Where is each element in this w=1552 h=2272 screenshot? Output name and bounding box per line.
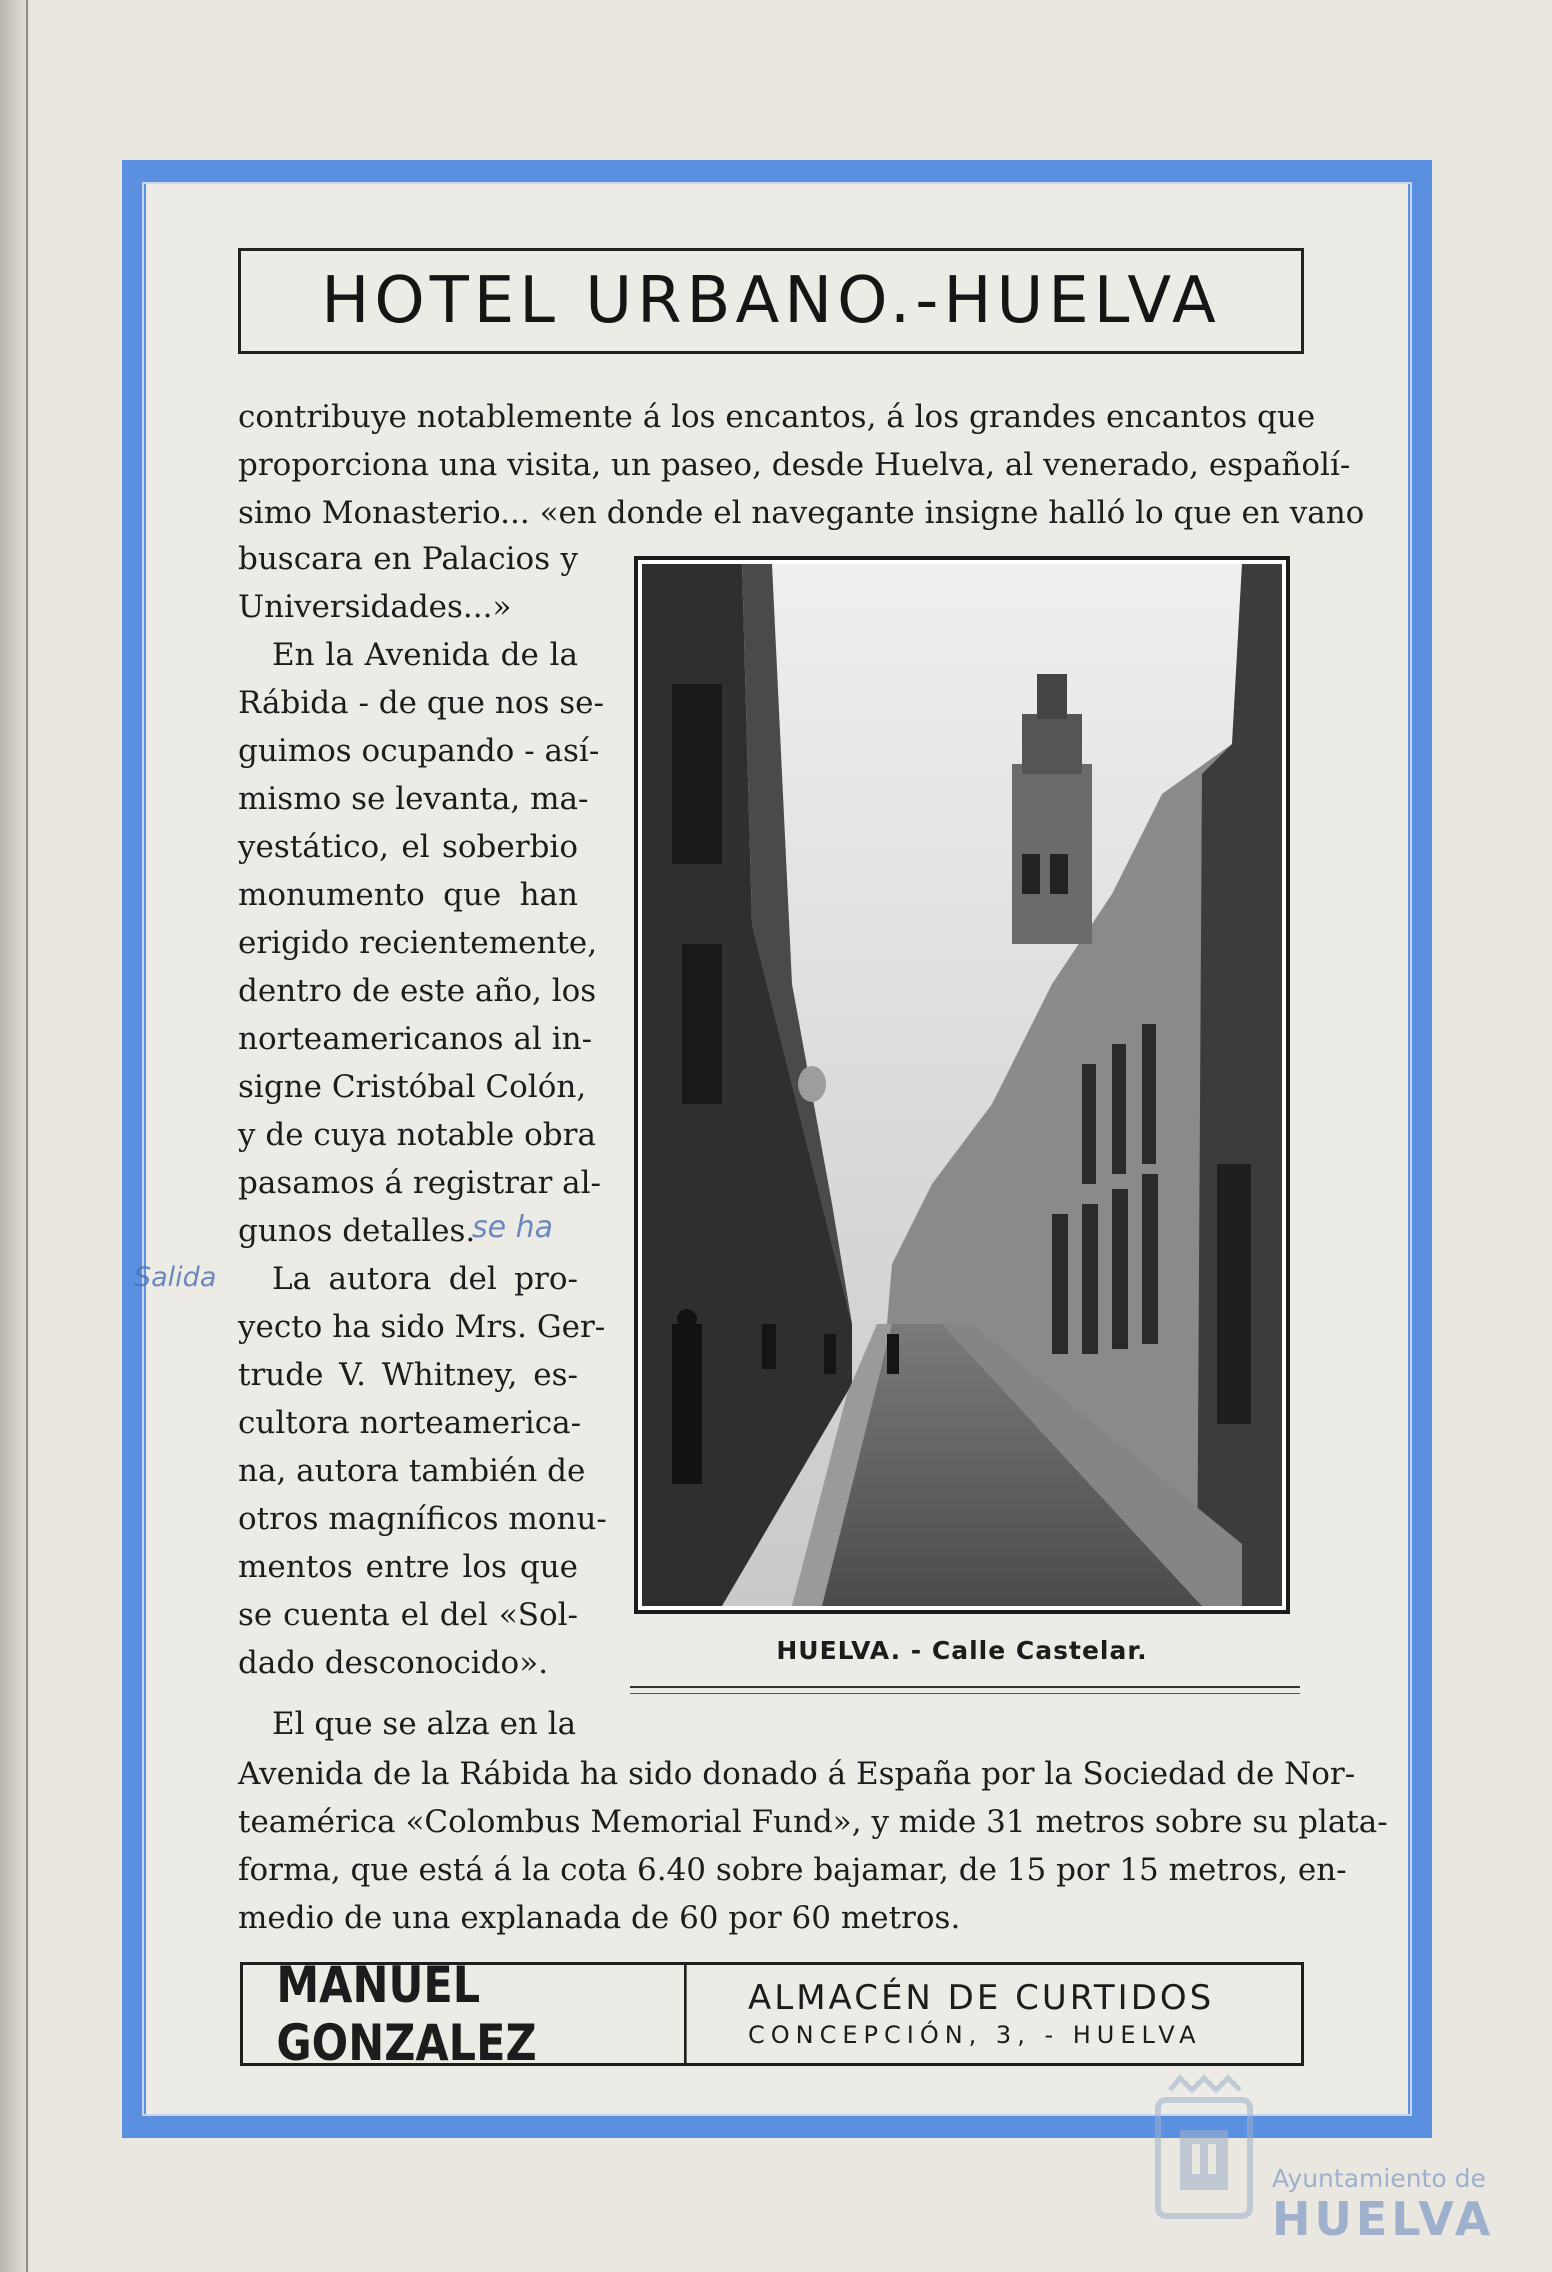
column-line: y de cuya notable obra [238,1117,596,1153]
column-line: Rábida - de que nos se- [238,685,604,721]
advert-merchant-name: MANUEL GONZALEZ [276,1965,686,2063]
column-line: mentos entre los que [238,1549,578,1585]
column-line: En la Avenida de la [272,637,578,673]
column-line: trude V. Whitney, es- [238,1357,578,1393]
advert-box [240,1956,1304,2072]
column-line: pasamos á registrar al- [238,1165,602,1201]
column-line: buscara en Palacios y [238,541,578,577]
article-line: contribuye notablemente á los encantos, á los grandes encantos que [238,399,1316,435]
article-line: simo Monasterio... «en donde el navegante insigne halló lo que en vano [238,495,1365,531]
caption-rule-thin [630,1693,1300,1694]
column-line: dado desconocido». [238,1645,549,1681]
watermark-title: HUELVA [1272,2192,1495,2246]
article-line: Avenida de la Rábida ha sido donado á España por la Sociedad de Nor- [238,1756,1356,1792]
handwritten-note: se ha [472,1210,554,1245]
column-line: norteamericanos al in- [238,1021,593,1057]
column-line: La autora del pro- [272,1261,578,1297]
column-line: gunos detalles. [238,1213,476,1249]
street-photograph [634,556,1290,1614]
column-line: yestático, el soberbio [238,829,578,865]
column-line: guimos ocupando - así- [238,733,600,769]
column-line: erigido recientemente, [238,925,598,961]
column-line: signe Cristóbal Colón, [238,1069,587,1105]
column-line: Universidades...» [238,589,512,625]
street-photo-image [642,564,1282,1606]
column-line: otros magníficos monu- [238,1501,607,1537]
column-line: monumento que han [238,877,578,913]
article-line: medio de una explanada de 60 por 60 metros. [238,1900,961,1936]
column-line: yecto ha sido Mrs. Ger- [238,1309,606,1345]
photo-caption: HUELVA. - Calle Castelar. [776,1636,1148,1665]
article-line: teamérica «Colombus Memorial Fund», y mide 31 metros sobre su plata- [238,1804,1388,1840]
column-line: na, autora también de [238,1453,586,1489]
article-line: proporciona una visita, un paseo, desde Huelva, al venerado, españolí- [238,447,1351,483]
handwritten-note: Salida [134,1262,217,1293]
article-line: forma, que está á la cota 6.40 sobre bajamar, de 15 por 15 metros, en- [238,1852,1347,1888]
column-line: mismo se levanta, ma- [238,781,589,817]
column-line: El que se alza en la [272,1706,577,1742]
advert-business: ALMACÉN DE CURTIDOS [748,1978,1215,2018]
column-line: cultora norteamerica- [238,1405,582,1441]
hotel-title: HOTEL URBANO.-HUELVA [238,248,1304,354]
caption-rule [630,1686,1300,1688]
page-fold-line [26,0,28,2272]
watermark-subtitle: Ayuntamiento de [1272,2164,1486,2193]
advert-address: CONCEPCIÓN, 3, - HUELVA [748,2021,1202,2049]
column-line: dentro de este año, los [238,973,597,1009]
column-line: se cuenta el del «Sol- [238,1597,578,1633]
advert-details [720,1965,1301,2063]
